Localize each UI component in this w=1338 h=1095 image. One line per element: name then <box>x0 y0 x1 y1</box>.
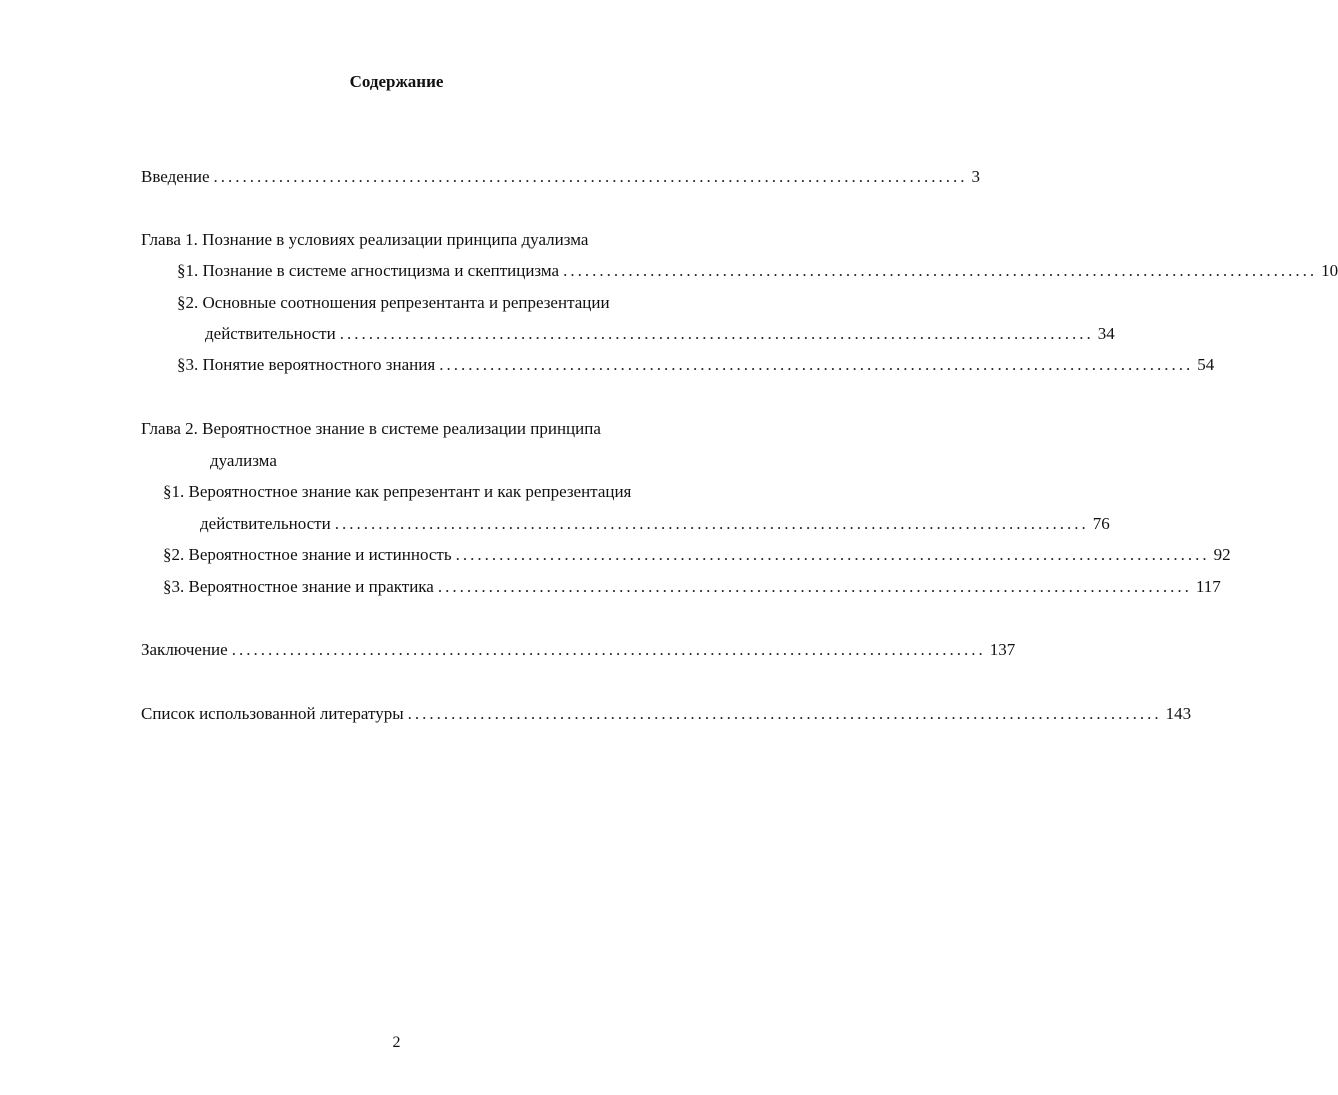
toc-chapter-1-heading[interactable]: Глава 1. Познание в условиях реализации принципа дуализма <box>141 230 589 249</box>
toc-leader-dots: ........................................................................................................ <box>231 640 986 659</box>
toc-entry-ch2-section3[interactable] <box>163 577 1221 597</box>
toc-label: действительности <box>205 324 336 343</box>
toc-leader-dots: ........................................................................................................ <box>407 704 1162 723</box>
toc-page-number: 3 <box>971 167 981 186</box>
toc-entry-ch2-section1-line1[interactable]: §1. Вероятностное знание как репрезентант и как репрезентация <box>163 482 632 501</box>
toc-label: Список использованной литературы <box>141 704 404 723</box>
toc-entry-ch2-section2[interactable] <box>163 545 1231 565</box>
toc-page-number: 34 <box>1097 324 1115 343</box>
toc-chapter-2-heading-line2[interactable]: дуализма <box>210 451 277 470</box>
toc-entry-ch1-section2-line2[interactable] <box>205 324 1115 344</box>
toc-entry-introduction[interactable] <box>141 167 981 187</box>
toc-entry-ch1-section1[interactable] <box>177 261 1338 281</box>
toc-label: Заключение <box>141 640 228 659</box>
toc-leader-dots: ........................................................................................................ <box>334 514 1089 533</box>
toc-label: Введение <box>141 167 210 186</box>
toc-entry-ch1-section2-line1[interactable]: §2. Основные соотношения репрезентанта и репрезентации <box>177 293 610 312</box>
toc-entry-conclusion[interactable] <box>141 640 1016 660</box>
toc-page-number: 10 <box>1321 261 1338 280</box>
page-title: Содержание <box>349 72 444 91</box>
toc-page-number: 76 <box>1092 514 1110 533</box>
toc-leader-dots: ........................................................................................................ <box>437 577 1192 596</box>
toc-page-number: 92 <box>1213 545 1231 564</box>
toc-leader-dots: ........................................................................................................ <box>439 355 1194 374</box>
toc-page-number: 143 <box>1165 704 1192 723</box>
toc-leader-dots: ........................................................................................................ <box>213 167 968 186</box>
page-number: 2 <box>392 1034 401 1051</box>
toc-leader-dots: ........................................................................................................ <box>339 324 1094 343</box>
toc-chapter-2-heading-line1[interactable]: Глава 2. Вероятностное знание в системе реализации принципа <box>141 419 601 438</box>
toc-label: §3. Вероятностное знание и практика <box>163 577 434 596</box>
toc-entry-ch2-section1-line2[interactable] <box>200 514 1110 534</box>
toc-page-number: 137 <box>989 640 1016 659</box>
toc-label: действительности <box>200 514 331 533</box>
toc-entry-bibliography[interactable] <box>141 704 1192 724</box>
toc-label: §3. Понятие вероятностного знания <box>177 355 436 374</box>
toc-leader-dots: ........................................................................................................ <box>563 261 1318 280</box>
toc-page-number: 117 <box>1195 577 1221 596</box>
toc-label: §2. Вероятностное знание и истинность <box>163 545 452 564</box>
toc-page-number: 54 <box>1197 355 1215 374</box>
toc-entry-ch1-section3[interactable] <box>177 355 1215 375</box>
toc-label: §1. Познание в системе агностицизма и скептицизма <box>177 261 560 280</box>
toc-leader-dots: ........................................................................................................ <box>455 545 1210 564</box>
